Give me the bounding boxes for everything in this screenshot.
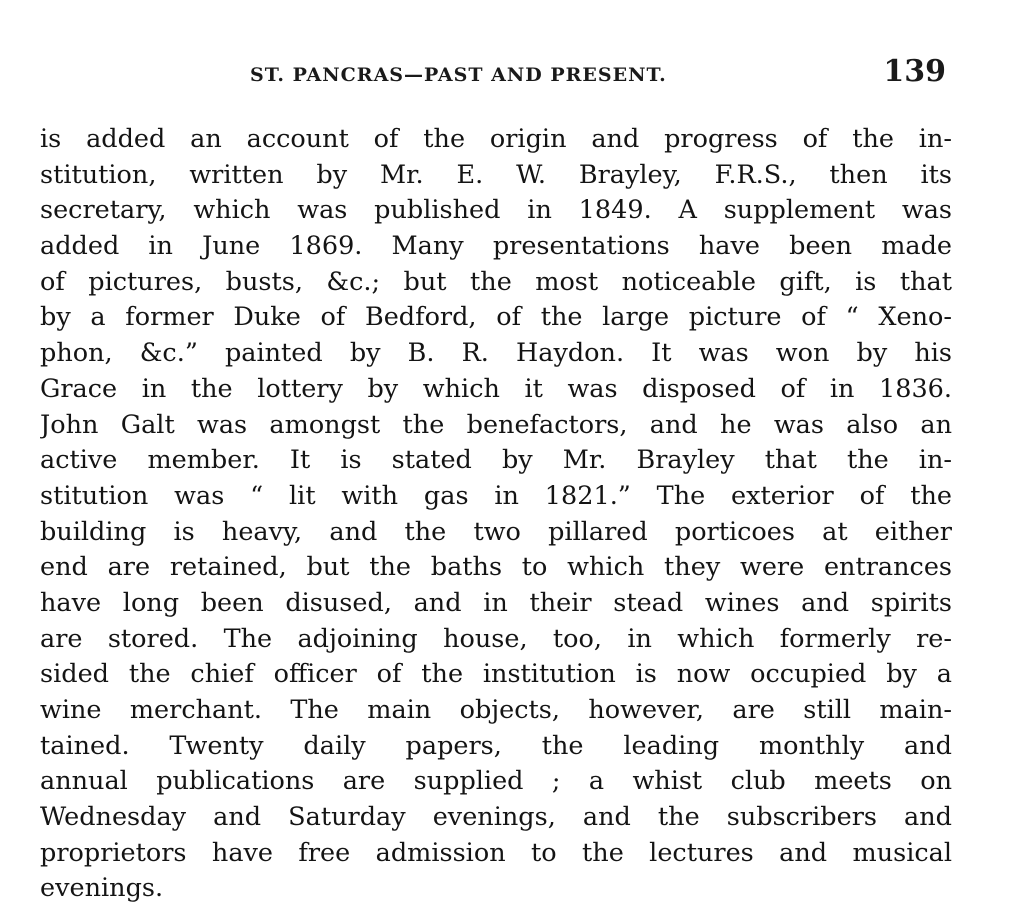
text-line: tained. Twenty daily papers, the leading monthly and [40, 730, 952, 761]
text-line: stitution, written by Mr. E. W. Brayley, F.R.S., then its [40, 159, 952, 190]
text-line: John Galt was amongst the benefactors, and he was also an [40, 409, 952, 440]
text-line: wine merchant. The main objects, however, are still main- [40, 695, 952, 725]
text-line: are stored. The adjoining house, too, in which formerly re- [40, 623, 952, 654]
running-head [40, 54, 952, 94]
body-paragraph [40, 122, 952, 907]
text-line: is added an account of the origin and progress of the in- [40, 124, 952, 154]
text-line: Grace in the lottery by which it was disposed of in 1836. [40, 373, 952, 404]
page-number: 139 [883, 54, 946, 89]
text-line: annual publications are supplied ; a whist club meets on [40, 766, 952, 797]
text-line: sided the chief officer of the institution is now occupied by a [40, 659, 952, 690]
text-line: by a former Duke of Bedford, of the large picture of “ Xeno- [40, 302, 952, 333]
text-line: have long been disused, and in their stead wines and spirits [40, 587, 952, 618]
text-line: of pictures, busts, &c.; but the most noticeable gift, is that [40, 266, 952, 297]
text-line-last: evenings. [40, 873, 164, 904]
text-line: end are retained, but the baths to which they were entrances [40, 552, 952, 583]
text-line: added in June 1869. Many presentations have been made [40, 231, 952, 262]
text-line: stitution was “ lit with gas in 1821.” The exterior of the [40, 480, 952, 511]
text-line: building is heavy, and the two pillared porticoes at either [40, 516, 952, 547]
text-line: proprietors have free admission to the lectures and musical [40, 837, 952, 868]
running-title: ST. PANCRAS—PAST AND PRESENT. [250, 64, 667, 86]
text-line: phon, &c.” painted by B. R. Haydon. It was won by his [40, 338, 952, 369]
text-line: secretary, which was published in 1849. A supplement was [40, 195, 952, 226]
text-line: Wednesday and Saturday evenings, and the subscribers and [40, 802, 952, 833]
text-line: active member. It is stated by Mr. Brayley that the in- [40, 445, 952, 476]
